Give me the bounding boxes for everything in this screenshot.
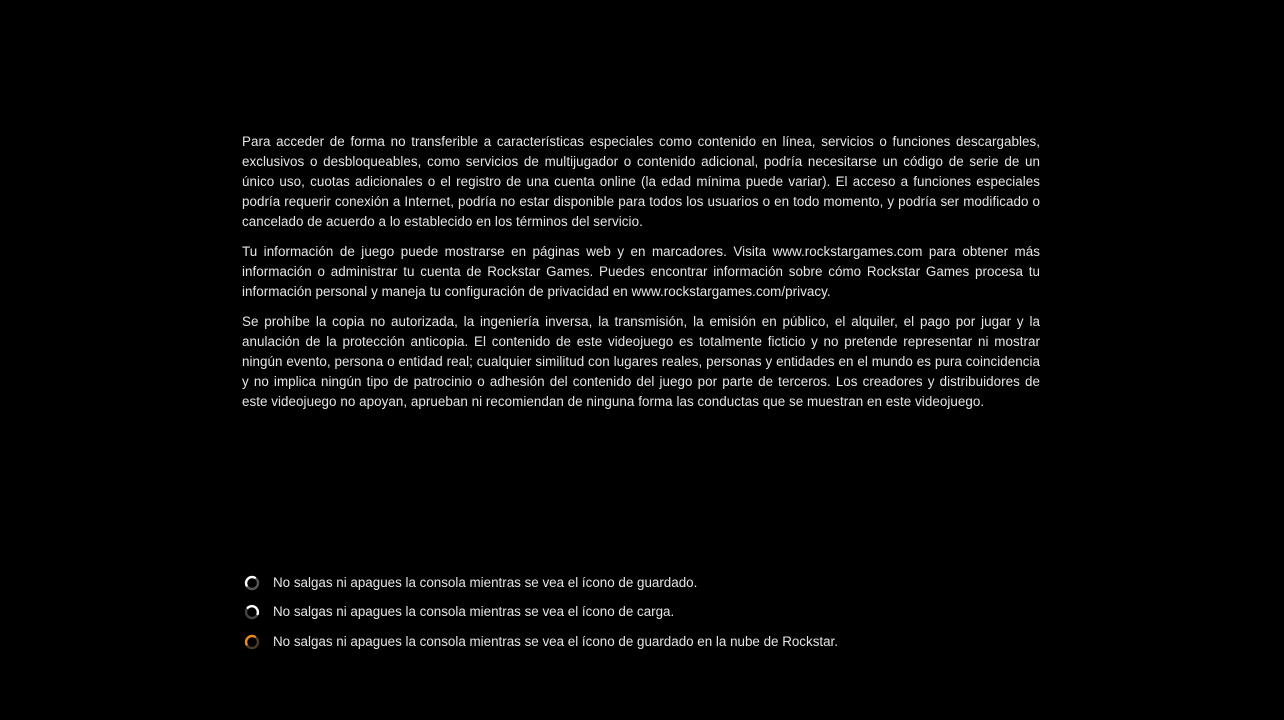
notice-cloud-saving-text: No salgas ni apagues la consola mientras se vea el ícono de guardado en la nube de Rockstar. (273, 633, 839, 649)
cloud-saving-spinner-icon (244, 634, 260, 650)
notice-loading (244, 598, 1144, 628)
loading-spinner-icon (244, 604, 260, 620)
legal-paragraph-copyright: Se prohíbe la copia no autorizada, la ingeniería inversa, la transmisión, la emisión en público, el alquiler, el pago por jugar y la anulación de la protección anticopia. El contenido de este videojuego es totalmente ficticio y no pretende representar ni mostrar ningún evento, persona o entidad real; cualquier similitud con lugares reales, personas y entidades en el mundo es pura coincidencia y no implica ningún tipo de patrocinio o adhesión del contenido del juego por parte de terceros. Los creadores y distribuidores de este videojuego no apoyan, aprueban ni recomiendan de ninguna forma las conductas que se muestran en este videojuego. (242, 314, 1040, 409)
legal-paragraph-online-features: Para acceder de forma no transferible a características especiales como contenido en línea, servicios o funciones descargables, exclusivos o desbloqueables, como servicios de multijugador o contenido adicional, podría necesitarse un código de serie de un único uso, cuotas adicionales o el registro de una cuenta online (la edad mínima puede variar). El acceso a funciones especiales podría requerir conexión a Internet, podría no estar disponible para todos los usuarios o en todo momento, y podría ser modificado o cancelado de acuerdo a lo establecido en los términos del servicio. (242, 134, 1040, 229)
notice-loading-text: No salgas ni apagues la consola mientras se vea el ícono de carga. (273, 604, 675, 620)
legal-paragraph-privacy: Tu información de juego puede mostrarse en páginas web y en marcadores. Visita www.rockstargames.com para obtener más información o administrar tu cuenta de Rockstar Games. Puedes encontrar información sobre cómo Rockstar Games procesa tu información personal y maneja tu configuración de privacidad en www.rockstargames.com/privacy. (242, 244, 1040, 299)
save-notices (244, 568, 1144, 657)
legal-disclaimer (242, 132, 1040, 422)
saving-spinner-icon (244, 575, 260, 591)
notice-cloud-saving (244, 627, 1144, 657)
notice-saving-text: No salgas ni apagues la consola mientras se vea el ícono de guardado. (273, 574, 698, 590)
notice-saving (244, 568, 1144, 598)
